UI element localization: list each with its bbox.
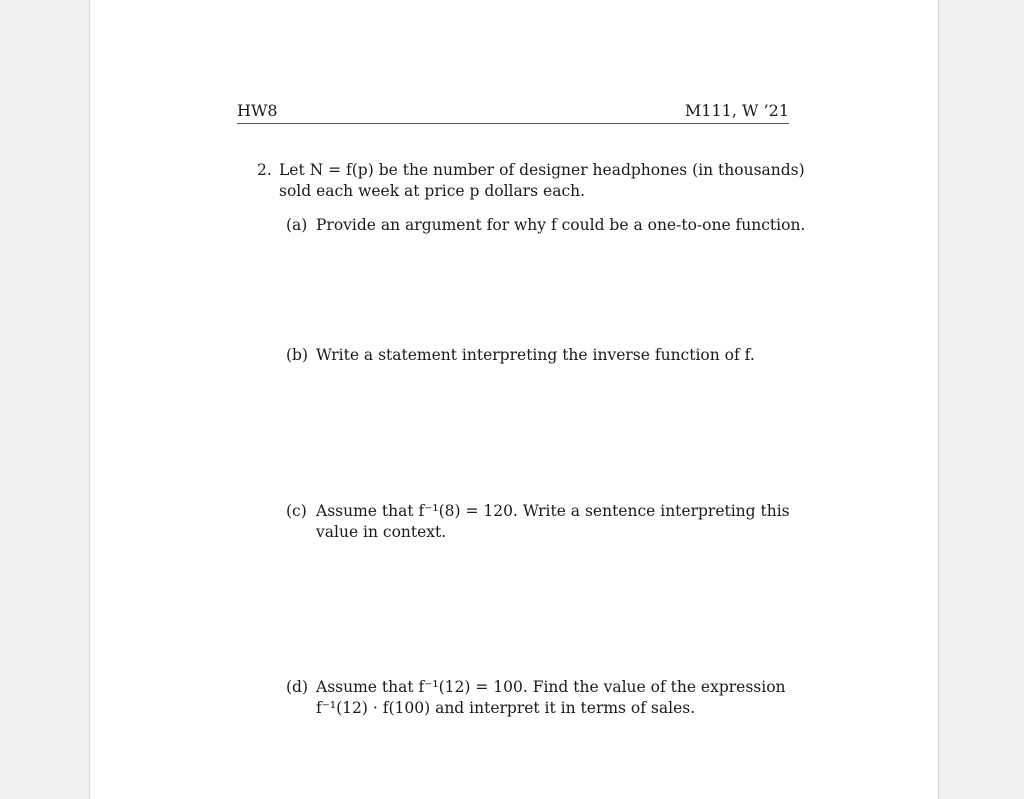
problem-number: 2.	[257, 161, 272, 179]
page-header	[237, 101, 789, 124]
part-text: Write a statement interpreting the inverse function of f.	[316, 346, 755, 364]
part-label: (a)	[286, 216, 308, 234]
part-text: Provide an argument for why f could be a one-to-one function.	[316, 216, 806, 234]
document-page	[89, 0, 939, 799]
part-text: Assume that f⁻¹(12) = 100. Find the value of the expression	[316, 678, 786, 696]
part-text: Assume that f⁻¹(8) = 120. Write a sentence interpreting this	[316, 502, 790, 520]
part-text: value in context.	[316, 523, 447, 541]
problem-line-2: sold each week at price p dollars each.	[279, 182, 586, 200]
problem-line-1: Let N = f(p) be the number of designer headphones (in thousands)	[279, 161, 805, 179]
part-label: (b)	[286, 346, 309, 364]
header-left: HW8	[237, 101, 278, 120]
part-label: (d)	[286, 678, 309, 696]
part-text: f⁻¹(12) · f(100) and interpret it in terms of sales.	[316, 699, 696, 717]
header-right: M111, W ’21	[684, 101, 789, 120]
part-label: (c)	[286, 502, 307, 520]
